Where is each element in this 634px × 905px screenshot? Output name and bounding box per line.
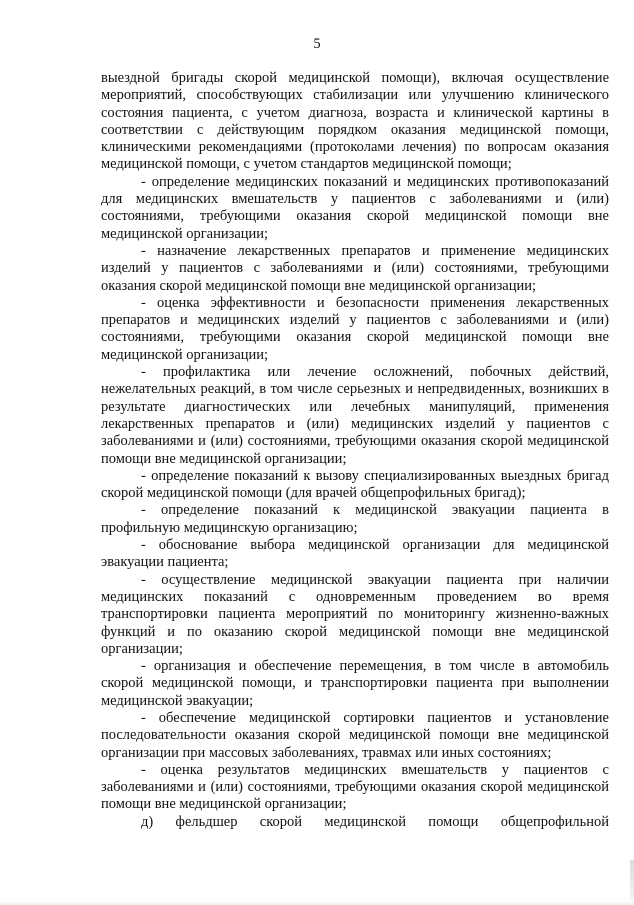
list-item: - оценка результатов медицинских вмешательств у пациентов с заболеваниями и (или) состояниями, требующими оказания скорой медицинской помощи вне медицинской организации; (101, 761, 609, 813)
list-item: - профилактика или лечение осложнений, побочных действий, нежелательных реакций, в том числе серьезных и непредвиденных, возникших в результате диагностических или лечебных манипуляций, применения лекарственных препаратов и (или) медицинских изделий у пациентов с заболеваниями и (или) состояниями, требующими оказания скорой медицинской помощи вне медицинской организации; (101, 364, 609, 467)
list-item: - обеспечение медицинской сортировки пациентов и установление последовательности оказания скорой медицинской помощи вне медицинской организации при массовых заболеваниях, травмах или иных состояниях; (101, 709, 609, 761)
scan-bottom-shadow (0, 901, 634, 905)
list-item: - осуществление медицинской эвакуации пациента при наличии медицинских показаний с одновременным проведением во время транспортировки пациента мероприятий по мониторингу жизненно-важных функций и по оказанию скорой медицинской помощи вне медицинской организации; (101, 571, 609, 657)
list-item: - назначение лекарственных препаратов и применение медицинских изделий у пациентов с заболеваниями и (или) состояниями, требующими оказания скорой медицинской помощи вне медицинской организации; (101, 242, 609, 294)
list-item: - организация и обеспечение перемещения, в том числе в автомобиль скорой медицинской помощи, и транспортировки пациента при выполнении медицинской эвакуации; (101, 658, 609, 709)
page-number: 5 (313, 36, 321, 52)
list-item: - определение показаний к медицинской эвакуации пациента в профильную медицинскую организацию; (101, 502, 609, 536)
paragraph: выездной бригады скорой медицинской помощи), включая осуществление мероприятий, способствующих стабилизации или улучшению клинического состояния пациента, с учетом диагноза, возраста и клинической картины в соответствии с действующим порядком оказания медицинской помощи, клиническими рекомендациями (протоколами лечения) по вопросам оказания медицинской помощи, с учетом стандартов медицинской помощи; (101, 70, 609, 173)
list-item: - обоснование выбора медицинской организации для медицинской эвакуации пациента; (101, 537, 609, 571)
document-body (101, 70, 609, 831)
scan-edge-mark (630, 860, 634, 900)
list-item: - определение показаний к вызову специализированных выездных бригад скорой медицинской помощи (для врачей общепрофильных бригад); (101, 467, 609, 502)
list-item: - определение медицинских показаний и медицинских противопоказаний для медицинских вмешательств у пациентов с заболеваниями и (или) состояниями, требующими оказания скорой медицинской помощи вне медицинской организации; (101, 173, 609, 242)
section-item: д) фельдшер скорой медицинской помощи общепрофильной (141, 813, 609, 830)
list-item: - оценка эффективности и безопасности применения лекарственных препаратов и медицинских изделий у пациентов с заболеваниями и (или) состояниями, требующими оказания скорой медицинской помощи вне медицинской организации; (101, 294, 609, 363)
